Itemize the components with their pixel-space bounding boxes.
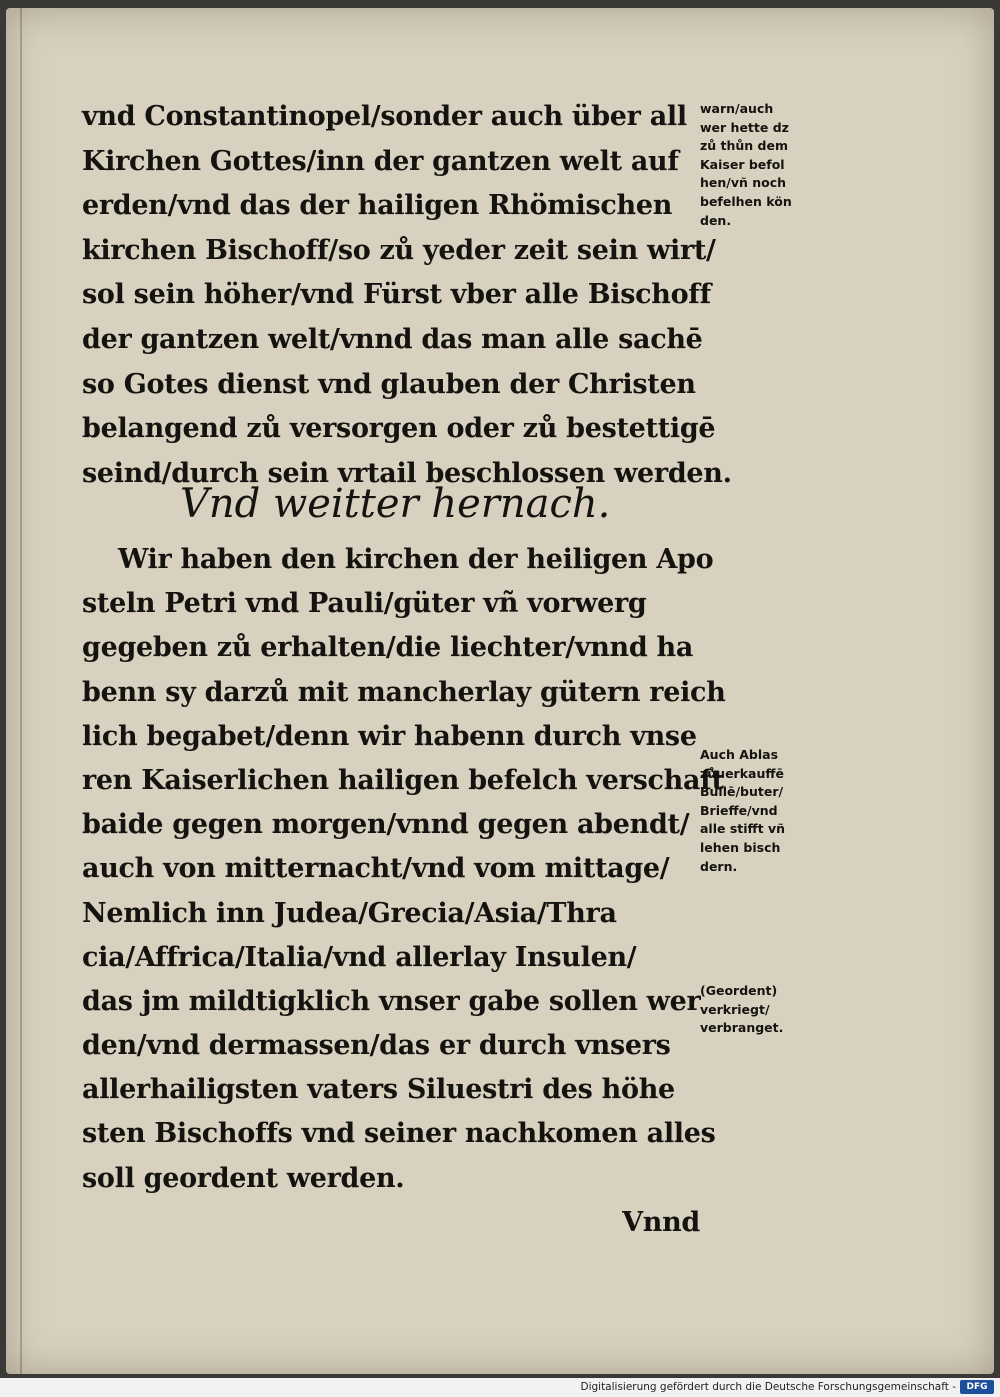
text-line: Nemlich inn Judea/Grecia/Asia/Thra [82,897,617,929]
section-heading: Vnd weitter hernach. [180,481,611,527]
marginal-gloss-1 [700,100,850,230]
gloss-line: alle stifft vñ [700,821,786,837]
gloss-line: lehen bisch [700,839,781,855]
text-line: belangend zů versorgen oder zů bestettigē [82,413,716,445]
gloss-line: dern. [700,858,738,874]
marginal-gloss-2 [700,746,850,876]
gloss-line: warn/auch [700,101,774,116]
text-line: ren Kaiserlichen hailigen befelch verschaft [82,764,724,796]
gloss-line: Bullē/buter/ [700,784,784,800]
gloss-line: Kaiser befol [700,156,785,172]
dfg-logo[interactable]: DFG [960,1380,994,1394]
text-line: soll geordent werden. [82,1162,405,1194]
gloss-line: wer hette dz [700,119,789,135]
text-line: seind/durch sein vrtail beschlossen werden. [82,457,732,489]
gloss-line: zů thůn dem [700,138,789,154]
gloss-line: Brieffe/vnd [700,802,778,818]
text-line: gegeben zů erhalten/die liechter/vnnd ha [82,632,694,664]
text-line: baide gegen morgen/vnnd gegen abendt/ [82,809,690,841]
text-block-1 [82,95,732,496]
funding-notice: Digitalisierung gefördert durch die Deutsche Forschungsgemeinschaft - [580,1381,956,1393]
gloss-line: verbranget. [700,1020,784,1036]
text-line: lich begabet/denn wir habenn durch vnse [82,720,697,752]
text-line: benn sy darzů mit mancherlay gütern reich [82,676,726,708]
gloss-line: den. [700,212,732,228]
gloss-line: zůuerkauffē [700,765,784,781]
gloss-line: hen/vñ noch [700,175,787,191]
gloss-line: Auch Ablas [700,747,779,762]
text-line: der gantzen welt/vnnd das man alle sachē [82,323,703,355]
text-line: allerhailigsten vaters Siluestri des höhe [82,1074,675,1106]
text-line: cia/Affrica/Italia/vnd allerlay Insulen/ [82,941,637,973]
text-line: das jm mildtigklich vnser gabe sollen wer [82,985,701,1017]
gloss-line: (Geordent) [700,983,778,998]
text-line: so Gotes dienst vnd glauben der Christen [82,368,696,400]
text-line: Kirchen Gottes/inn der gantzen welt auf [82,145,679,177]
text-line: sten Bischoffs vnd seiner nachkomen alles [82,1118,716,1150]
text-line: steln Petri vnd Pauli/güter vñ vorwerg [82,588,647,620]
catchword: Vnnd [622,1206,700,1238]
text-line: kirchen Bischoff/so zů yeder zeit sein wirt/ [82,234,716,266]
text-line: sol sein höher/vnd Fürst vber alle Bischoff [82,279,711,311]
marginal-gloss-3 [700,982,850,1038]
text-line: erden/vnd das der hailigen Rhömischen [82,190,673,222]
text-line: den/vnd dermassen/das er durch vnsers [82,1030,671,1062]
text-line: Wir haben den kirchen der heiligen Apo [118,544,714,575]
text-line: auch von mitternacht/vnd vom mittage/ [82,853,670,885]
gloss-line: befelhen kön [700,193,792,209]
text-line: vnd Constantinopel/sonder auch über all [82,101,687,132]
gloss-line: verkriegt/ [700,1001,770,1017]
page-gutter [20,8,22,1374]
